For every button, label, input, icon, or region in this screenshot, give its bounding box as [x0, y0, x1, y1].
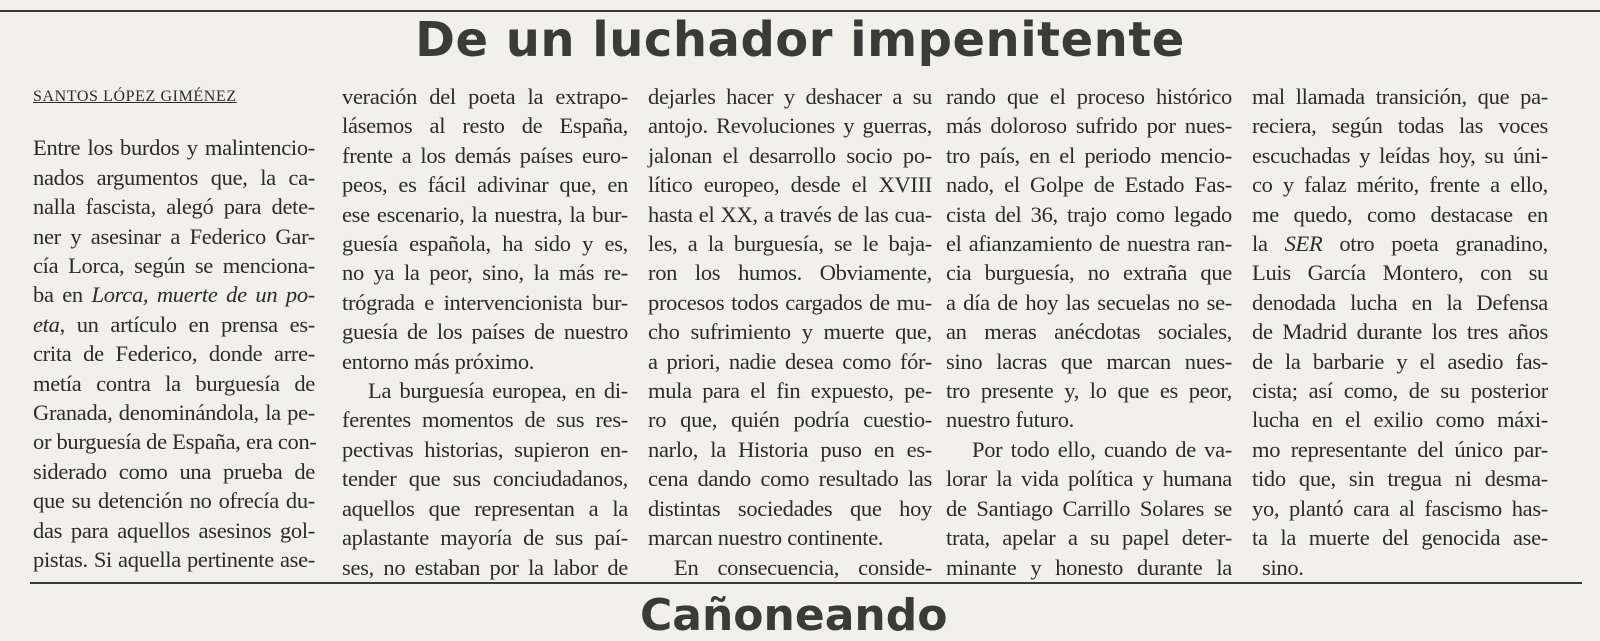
text-line: pistas. Si aquella pertinente ase-: [33, 547, 315, 573]
text-line: el afianzamiento de nuestra ran-: [946, 231, 1232, 257]
text-line: siderado como una prueba de: [33, 458, 315, 484]
text-line: mo representante del único par-: [1252, 436, 1548, 462]
text-line: Granada, denominándola, la pe-: [33, 400, 315, 426]
text-line: antojo. Revoluciones y guerras,: [648, 113, 932, 139]
text-line: procesos todos cargados de mu-: [648, 289, 932, 315]
text-line: ese escenario, la nuestra, la bur-: [342, 201, 628, 227]
text-line: tido que, sin tregua ni desma-: [1252, 466, 1548, 492]
text-line: narlo, la Historia puso en es-: [648, 436, 932, 462]
text-line: guesía de los países de nuestro: [342, 319, 628, 345]
text-line: sino.: [1262, 554, 1304, 580]
article-column-3: [648, 82, 932, 582]
text-line: rando que el proceso histórico: [946, 84, 1232, 109]
text-line: lucha en el exilio como máxi-: [1252, 407, 1548, 433]
text-line: ner y asesinar a Federico Gar-: [33, 223, 315, 249]
text-line: minante y honesto durante la: [946, 554, 1232, 580]
text-line: nados argumentos que, la ca-: [33, 164, 315, 190]
text-line: cia burguesía, no extraña que: [946, 260, 1232, 286]
text-line: La burguesía europea, en di-: [368, 378, 628, 404]
text-line: ferentes momentos de sus res-: [342, 407, 628, 433]
text-line: veración del poeta la extrapo-: [342, 84, 628, 109]
text-line: mula para el fin expuesto, pe-: [648, 378, 932, 404]
text-line: Por todo ello, cuando de va-: [972, 436, 1232, 462]
text-line: lásemos al resto de España,: [342, 113, 628, 139]
article-column-2: [342, 82, 628, 582]
text-line: distintas sociedades que hoy: [648, 495, 932, 521]
text-line: más doloroso sufrido por nues-: [946, 113, 1232, 139]
text-line: marcan nuestro continente.: [648, 525, 884, 551]
text-line: ro que, quién podría cuestio-: [648, 407, 932, 433]
text-line-italic: la SER otro poeta granadino,: [1252, 231, 1548, 257]
text-line: tender que sus conciudadanos,: [342, 466, 628, 492]
text-line: cho sufrimiento y muerte que,: [648, 319, 932, 345]
text-line: Entre los burdos y malintencio-: [33, 135, 315, 161]
text-line: En consecuencia, conside-: [674, 554, 932, 580]
text-line: entorno más próximo.: [342, 348, 535, 374]
text-line: a día de hoy las secuelas no se-: [946, 289, 1232, 315]
article-column-5: [1252, 82, 1548, 582]
text-line: denodada lucha en la Defensa: [1252, 289, 1548, 315]
text-line: tro país, en el periodo mencio-: [946, 142, 1232, 168]
text-line: hasta el XX, a través de las cua-: [648, 201, 932, 227]
text-line: cista del 36, trajo como legado: [946, 201, 1232, 227]
text-line: que su detención no ofrecía du-: [33, 488, 315, 514]
italic-text: Lorca, muerte de un po-: [91, 282, 315, 308]
text-line: Luis García Montero, con su: [1252, 260, 1548, 286]
text-line: guesía española, ha sido y es,: [342, 231, 628, 257]
bottom-rule: [30, 582, 1582, 584]
text-line: lítico europeo, desde el XVIII: [648, 172, 932, 198]
next-article-headline-fragment: [640, 590, 948, 641]
text-line: crita de Federico, donde arre-: [33, 341, 315, 367]
text-line: escuchadas y leídas hoy, su úni-: [1252, 142, 1548, 168]
text-line: trata, apelar a su papel deter-: [946, 525, 1232, 551]
text-line: or burguesía de España, era con-: [33, 429, 317, 455]
text-line: les, a la burguesía, se le baja-: [648, 231, 932, 257]
text-line: peos, es fácil adivinar que, en: [342, 172, 628, 198]
text-line: cena dando como resultado las: [648, 466, 932, 492]
text-line: tro presente y, lo que es peor,: [946, 378, 1232, 404]
text-line: cía Lorca, según se menciona-: [33, 253, 315, 279]
text-line: cista; así como, de su posterior: [1252, 378, 1548, 404]
text-line: nuestro futuro.: [946, 407, 1074, 433]
text-line-italic: eta, un artículo en prensa es-: [33, 311, 315, 337]
text-line: ron los humos. Obviamente,: [648, 260, 932, 286]
text-line: lorar la vida política y humana: [946, 466, 1232, 492]
text-line: a priori, nadie desea como fór-: [648, 348, 932, 374]
italic-text: eta: [33, 311, 60, 337]
article-headline: De un luchador impenitente: [415, 12, 1185, 68]
text-line: metía contra la burguesía de: [33, 370, 315, 396]
text-line: yo, plantó cara al fascismo has-: [1252, 495, 1548, 521]
text-line: no ya la peor, sino, la más re-: [342, 260, 628, 286]
article-column-4: [946, 82, 1232, 582]
text-line: de Madrid durante los tres años: [1252, 319, 1548, 345]
text-line: frente a los demás países euro-: [342, 142, 628, 168]
article-byline: SANTOS LÓPEZ GIMÉNEZ: [33, 88, 237, 105]
text-line: de Santiago Carrillo Solares se: [946, 495, 1232, 521]
text-line: dejarles hacer y deshacer a su: [648, 84, 932, 109]
text-line: sino lacras que marcan nues-: [946, 348, 1232, 374]
text-line: an meras anécdotas sociales,: [946, 319, 1232, 345]
text-line: trógrada e intervencionista bur-: [342, 289, 628, 315]
text-line: de la barbarie y el asedio fas-: [1252, 348, 1548, 374]
text-line: aquellos que representan a la: [342, 495, 628, 521]
text-line: aplastante mayoría de sus paí-: [342, 525, 628, 551]
text-line: jalonan el desarrollo socio po-: [648, 142, 932, 168]
next-headline-text: Cañoneando: [640, 590, 948, 641]
text-line: mal llamada transición, que pa-: [1252, 84, 1548, 109]
text-line: ta la muerte del genocida ase-: [1252, 525, 1548, 551]
text-line: das para aquellos asesinos gol-: [33, 517, 315, 543]
text-line: nalla fascista, alegó para dete-: [33, 194, 315, 220]
text-line: co y falaz mérito, frente a ello,: [1252, 172, 1548, 198]
text-line: reciera, según todas las voces: [1252, 113, 1548, 139]
text-line: ses, no estaban por la labor de: [342, 554, 628, 580]
article-column-1: [33, 82, 315, 575]
text-line: pectivas historias, supieron en-: [342, 436, 628, 462]
text-line-italic: ba en Lorca, muerte de un po-: [33, 282, 315, 308]
text-line: me quedo, como destacase en: [1252, 201, 1548, 227]
text-line: nado, el Golpe de Estado Fas-: [946, 172, 1232, 198]
italic-text: SER: [1284, 231, 1323, 257]
